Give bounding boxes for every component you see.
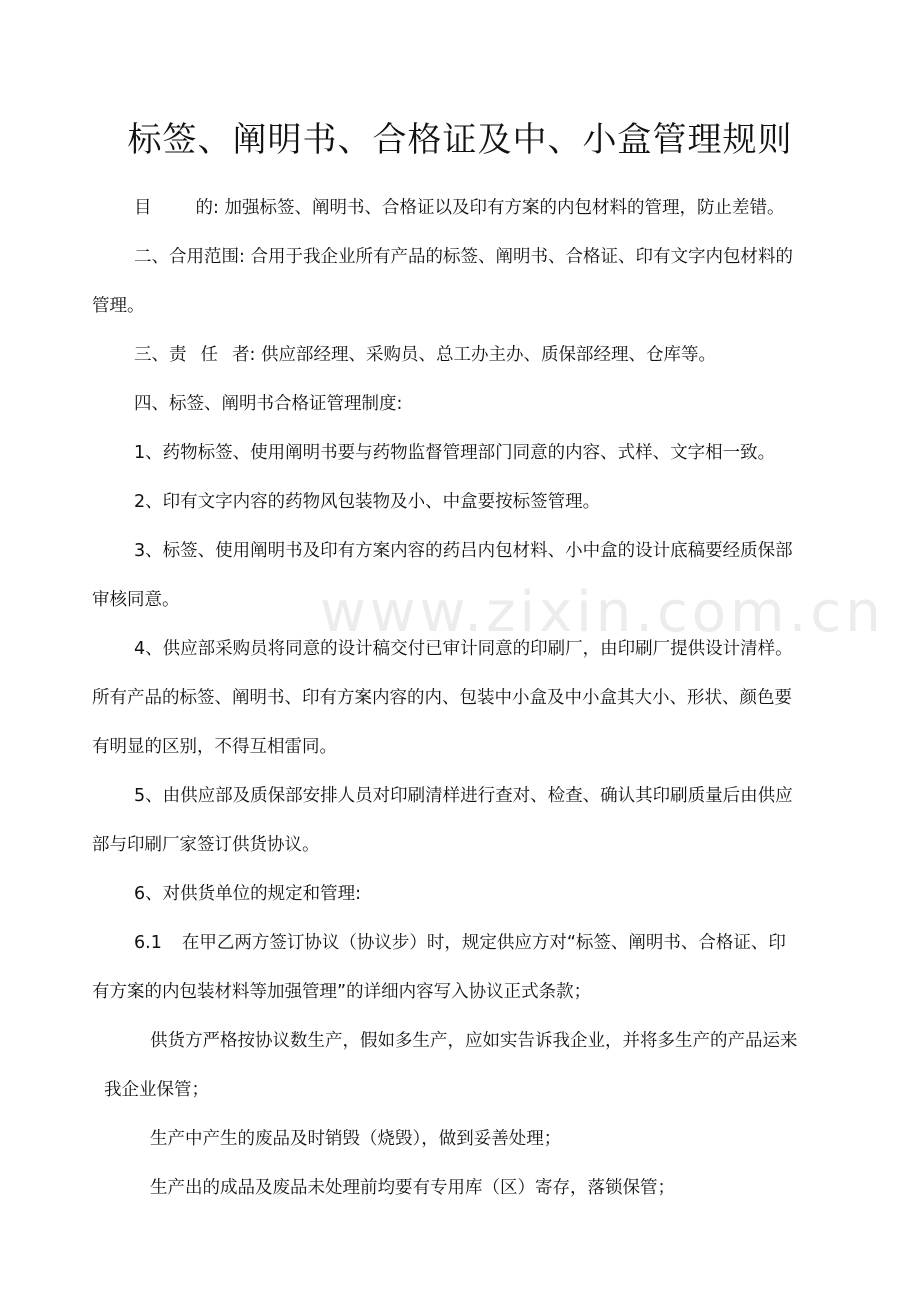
item-5-line-1: 5、由供应部及质保部安排人员对印刷清样进行查对、检查、确认其印刷质量后由供应 xyxy=(134,786,793,806)
duty-char-3: 者 xyxy=(232,345,250,365)
item-4-line-3: 有明显的区别，不得互相雷同。 xyxy=(92,737,337,757)
para-a-line-1: 供货方严格按协议数生产，假如多生产，应如实告诉我企业，并将多生产的产品运来 xyxy=(150,1031,798,1051)
para-c: 生产出的成品及废品未处理前均要有专用库（区）寄存，落锁保管； xyxy=(150,1178,675,1198)
purpose-label-a: 目 xyxy=(134,198,152,218)
section4-heading: 四、标签、阐明书合格证管理制度: xyxy=(134,394,403,414)
page-title: 标签、阐明书、合格证及中、小盒管理规则 xyxy=(127,120,793,160)
duty-text: : 供应部经理、采购员、总工办主办、质保部经理、仓库等。 xyxy=(249,345,716,365)
item-6-heading: 6、对供货单位的规定和管理: xyxy=(134,884,362,904)
item-5-line-2: 部与印刷厂家签订供货协议。 xyxy=(92,835,320,855)
item-3-line-1: 3、标签、使用阐明书及印有方案内容的药吕内包材料、小中盒的设计底稿要经质保部 xyxy=(134,541,793,561)
para-a-line-2: 我企业保管； xyxy=(104,1080,209,1100)
item-1: 1、药物标签、使用阐明书要与药物监督管理部门同意的内容、式样、文字相一致。 xyxy=(134,443,776,463)
scope-line-2: 管理。 xyxy=(92,296,145,316)
item-4-line-2: 所有产品的标签、阐明书、印有方案内容的内、包装中小盒及中小盒其大小、形状、颜色要 xyxy=(92,688,792,708)
item-6-1-number: 6.1 xyxy=(134,933,162,953)
item-6-1-text: 在甲乙两方签订协议（协议步）时，规定供应方对“标签、阐明书、合格证、印 xyxy=(181,933,786,953)
item-6-1-line-1 xyxy=(134,931,786,955)
duty-prefix: 三、责 xyxy=(134,345,187,365)
duty-line xyxy=(134,343,716,367)
item-3-line-2: 审核同意。 xyxy=(92,590,180,610)
purpose-line xyxy=(134,196,784,220)
duty-char-2: 任 xyxy=(200,345,218,365)
item-6-1-line-2: 有方案的内包装材料等加强管理”的详细内容写入协议正式条款； xyxy=(92,982,592,1002)
item-2: 2、印有文字内容的药物风包装物及小、中盒要按标签管理。 xyxy=(134,492,601,512)
purpose-label-b: 的 xyxy=(195,198,213,218)
para-b: 生产中产生的废品及时销毁（烧毁），做到妥善处理； xyxy=(150,1129,562,1149)
scope-line-1: 二、合用范围: 合用于我企业所有产品的标签、阐明书、合格证、印有文字内包材料的 xyxy=(134,247,793,267)
watermark: www.zixin.com.cn xyxy=(320,580,885,645)
purpose-text: : 加强标签、阐明书、合格证以及印有方案的内包材料的管理，防止差错。 xyxy=(213,198,785,218)
item-4-line-1: 4、供应部采购员将同意的设计稿交付已审计同意的印刷厂，由印刷厂提供设计清样。 xyxy=(134,639,793,659)
